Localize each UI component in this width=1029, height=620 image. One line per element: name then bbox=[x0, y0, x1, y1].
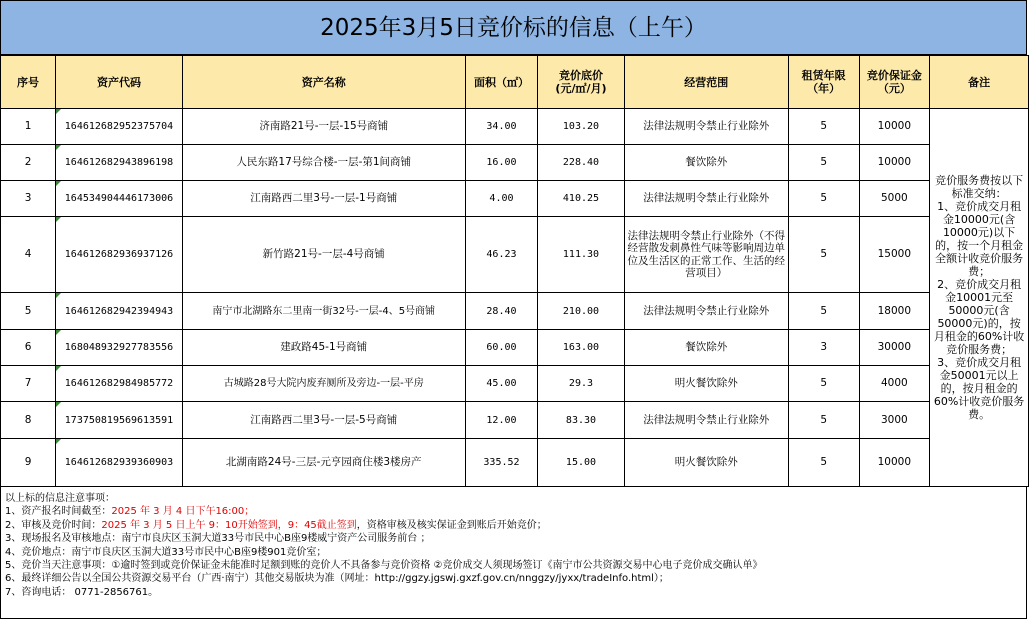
cell-deposit[interactable]: 30000 bbox=[859, 330, 930, 366]
note-item: 7、咨询电话： 0771-2856761。 bbox=[5, 586, 159, 598]
cell-deposit[interactable]: 18000 bbox=[859, 293, 930, 330]
table-row bbox=[1, 402, 1029, 439]
cell-code[interactable]: 164612682943896198 bbox=[56, 145, 183, 181]
cell-deposit[interactable]: 4000 bbox=[859, 366, 930, 402]
cell-scope[interactable]: 明火餐饮除外 bbox=[624, 439, 788, 487]
cell-price[interactable]: 15.00 bbox=[538, 439, 624, 487]
cell-scope[interactable]: 餐饮除外 bbox=[624, 145, 788, 181]
cell-code[interactable]: 173750819569613591 bbox=[56, 402, 183, 439]
cell-price[interactable]: 103.20 bbox=[538, 109, 624, 145]
cell-scope[interactable]: 法律法规明令禁止行业除外 bbox=[624, 181, 788, 217]
notes-section[interactable] bbox=[0, 486, 1027, 619]
note-item: 3、现场报名及审核地点：南宁市良庆区玉洞大道33号市民中心B座9楼威宁资产公司服务前台 ； bbox=[5, 533, 431, 545]
page-title: 2025年3月5日竞价标的信息（上午） bbox=[0, 0, 1027, 55]
header-no: 序号 bbox=[1, 56, 56, 109]
cell-no[interactable]: 4 bbox=[1, 217, 56, 293]
cell-area[interactable]: 60.00 bbox=[465, 330, 538, 366]
cell-name[interactable]: 人民东路17号综合楼-一层-第1间商铺 bbox=[182, 145, 465, 181]
cell-code[interactable]: 164612682942394943 bbox=[56, 293, 183, 330]
cell-code[interactable]: 168048932927783556 bbox=[56, 330, 183, 366]
header-price: 竞价底价 (元/㎡/月) bbox=[538, 56, 624, 109]
cell-no[interactable]: 1 bbox=[1, 109, 56, 145]
cell-name[interactable]: 济南路21号-一层-15号商铺 bbox=[182, 109, 465, 145]
cell-deposit[interactable]: 10000 bbox=[859, 109, 930, 145]
cell-deposit[interactable]: 10000 bbox=[859, 145, 930, 181]
cell-years[interactable]: 5 bbox=[788, 145, 859, 181]
cell-scope[interactable]: 法律法规明令禁止行业除外（不得经营散发刺鼻性气味等影响周边单位及生活区的正常工作、生活的经营项目） bbox=[624, 217, 788, 293]
cell-scope[interactable]: 法律法规明令禁止行业除外 bbox=[624, 293, 788, 330]
table-row bbox=[1, 366, 1029, 402]
cell-code[interactable]: 164612682939360903 bbox=[56, 439, 183, 487]
cell-code[interactable]: 164534904446173006 bbox=[56, 181, 183, 217]
cell-area[interactable]: 335.52 bbox=[465, 439, 538, 487]
cell-area[interactable]: 4.00 bbox=[465, 181, 538, 217]
note-text: ，资格审核及核实保证金到账后开始竞价； bbox=[356, 519, 547, 531]
header-area: 面积（㎡） bbox=[465, 56, 538, 109]
header-scope: 经营范围 bbox=[624, 56, 788, 109]
cell-deposit[interactable]: 5000 bbox=[859, 181, 930, 217]
cell-name[interactable]: 新竹路21号-一层-4号商铺 bbox=[182, 217, 465, 293]
cell-scope[interactable]: 明火餐饮除外 bbox=[624, 366, 788, 402]
cell-code[interactable]: 164612682984985772 bbox=[56, 366, 183, 402]
cell-no[interactable]: 8 bbox=[1, 402, 56, 439]
cell-area[interactable]: 46.23 bbox=[465, 217, 538, 293]
cell-price[interactable]: 228.40 bbox=[538, 145, 624, 181]
header-name: 资产名称 bbox=[182, 56, 465, 109]
cell-area[interactable]: 12.00 bbox=[465, 402, 538, 439]
cell-price[interactable]: 29.3 bbox=[538, 366, 624, 402]
note-highlight: 2025 年 3 月 5 日上午 9：10开始签到，9：45截止签到 bbox=[101, 519, 357, 531]
table-row bbox=[1, 109, 1029, 145]
note-item: 6、最终详细公告以全国公共资源交易平台（广西·南宁）其他交易版块为准（网址：http://ggzy.jgswj.gxzf.gov.cn/nnggzy/jyxx/tradeInfo.html）； bbox=[5, 573, 669, 585]
header-years: 租赁年限 （年） bbox=[788, 56, 859, 109]
cell-price[interactable]: 210.00 bbox=[538, 293, 624, 330]
note-item bbox=[5, 505, 1026, 518]
cell-price[interactable]: 410.25 bbox=[538, 181, 624, 217]
cell-area[interactable]: 34.00 bbox=[465, 109, 538, 145]
cell-area[interactable]: 16.00 bbox=[465, 145, 538, 181]
table-row bbox=[1, 217, 1029, 293]
header-code: 资产代码 bbox=[56, 56, 183, 109]
cell-no[interactable]: 2 bbox=[1, 145, 56, 181]
cell-name[interactable]: 江南路西二里3号-一层-5号商铺 bbox=[182, 402, 465, 439]
cell-name[interactable]: 古城路28号大院内废弃厕所及旁边-一层-平房 bbox=[182, 366, 465, 402]
note-item: 5、竞价当天注意事项：①逾时签到或竞价保证金未能准时足额到账的竞价人不具备参与竞价资格 ②竞价成交人须现场签订《南宁市公共资源交易中心电子竞价成交确认单》 bbox=[5, 560, 763, 572]
note-text: 2、审核及竞价时间： bbox=[5, 519, 102, 531]
table-row bbox=[1, 439, 1029, 487]
cell-years[interactable]: 5 bbox=[788, 181, 859, 217]
listing-table bbox=[0, 55, 1029, 487]
cell-years[interactable]: 5 bbox=[788, 109, 859, 145]
cell-deposit[interactable]: 10000 bbox=[859, 439, 930, 487]
note-item: 4、竞价地点：南宁市良庆区玉洞大道33号市民中心B座9楼901竞价室； bbox=[5, 546, 327, 558]
cell-code[interactable]: 164612682952375704 bbox=[56, 109, 183, 145]
cell-no[interactable]: 3 bbox=[1, 181, 56, 217]
cell-price[interactable]: 111.30 bbox=[538, 217, 624, 293]
cell-years[interactable]: 5 bbox=[788, 366, 859, 402]
notes-heading: 以上标的信息注意事项： bbox=[5, 493, 115, 504]
cell-deposit[interactable]: 3000 bbox=[859, 402, 930, 439]
cell-name[interactable]: 南宁市北湖路东二里南一街32号-一层-4、5号商铺 bbox=[182, 293, 465, 330]
cell-years[interactable]: 5 bbox=[788, 402, 859, 439]
cell-no[interactable]: 9 bbox=[1, 439, 56, 487]
cell-name[interactable]: 江南路西二里3号-一层-1号商铺 bbox=[182, 181, 465, 217]
cell-code[interactable]: 164612682936937126 bbox=[56, 217, 183, 293]
table-row bbox=[1, 145, 1029, 181]
cell-scope[interactable]: 法律法规明令禁止行业除外 bbox=[624, 109, 788, 145]
table-row bbox=[1, 181, 1029, 217]
cell-price[interactable]: 83.30 bbox=[538, 402, 624, 439]
cell-no[interactable]: 6 bbox=[1, 330, 56, 366]
cell-years[interactable]: 5 bbox=[788, 293, 859, 330]
cell-years[interactable]: 5 bbox=[788, 439, 859, 487]
header-remark: 备注 bbox=[930, 56, 1029, 109]
cell-years[interactable]: 5 bbox=[788, 217, 859, 293]
remark-cell[interactable]: 竞价服务费按以下标准交纳： 1、竞价成交月租金10000元(含10000元)以下的，按一个月租金全额计收竞价服务费； 2、竞价成交月租金10001元至50000元(含50000元)的，按月租金的60%计收竞价服务费； 3、竞价成交月租金50001元以上的，按月租金的60%计收竞价服务费。 bbox=[930, 109, 1029, 487]
note-item bbox=[5, 519, 1026, 532]
table-row bbox=[1, 330, 1029, 366]
cell-no[interactable]: 5 bbox=[1, 293, 56, 330]
cell-area[interactable]: 45.00 bbox=[465, 366, 538, 402]
header-deposit: 竞价保证金 （元） bbox=[859, 56, 930, 109]
cell-no[interactable]: 7 bbox=[1, 366, 56, 402]
cell-area[interactable]: 28.40 bbox=[465, 293, 538, 330]
cell-price[interactable]: 163.00 bbox=[538, 330, 624, 366]
cell-scope[interactable]: 法律法规明令禁止行业除外 bbox=[624, 402, 788, 439]
cell-scope[interactable]: 餐饮除外 bbox=[624, 330, 788, 366]
cell-name[interactable]: 北湖南路24号-三层-元亨园商住楼3楼房产 bbox=[182, 439, 465, 487]
note-highlight: 2025 年 3 月 4 日下午16:00； bbox=[111, 506, 255, 518]
note-text: 1、资产报名时间截至： bbox=[5, 506, 112, 518]
table-row bbox=[1, 293, 1029, 330]
cell-years[interactable]: 3 bbox=[788, 330, 859, 366]
header-row bbox=[1, 56, 1029, 109]
cell-deposit[interactable]: 15000 bbox=[859, 217, 930, 293]
cell-name[interactable]: 建政路45-1号商铺 bbox=[182, 330, 465, 366]
